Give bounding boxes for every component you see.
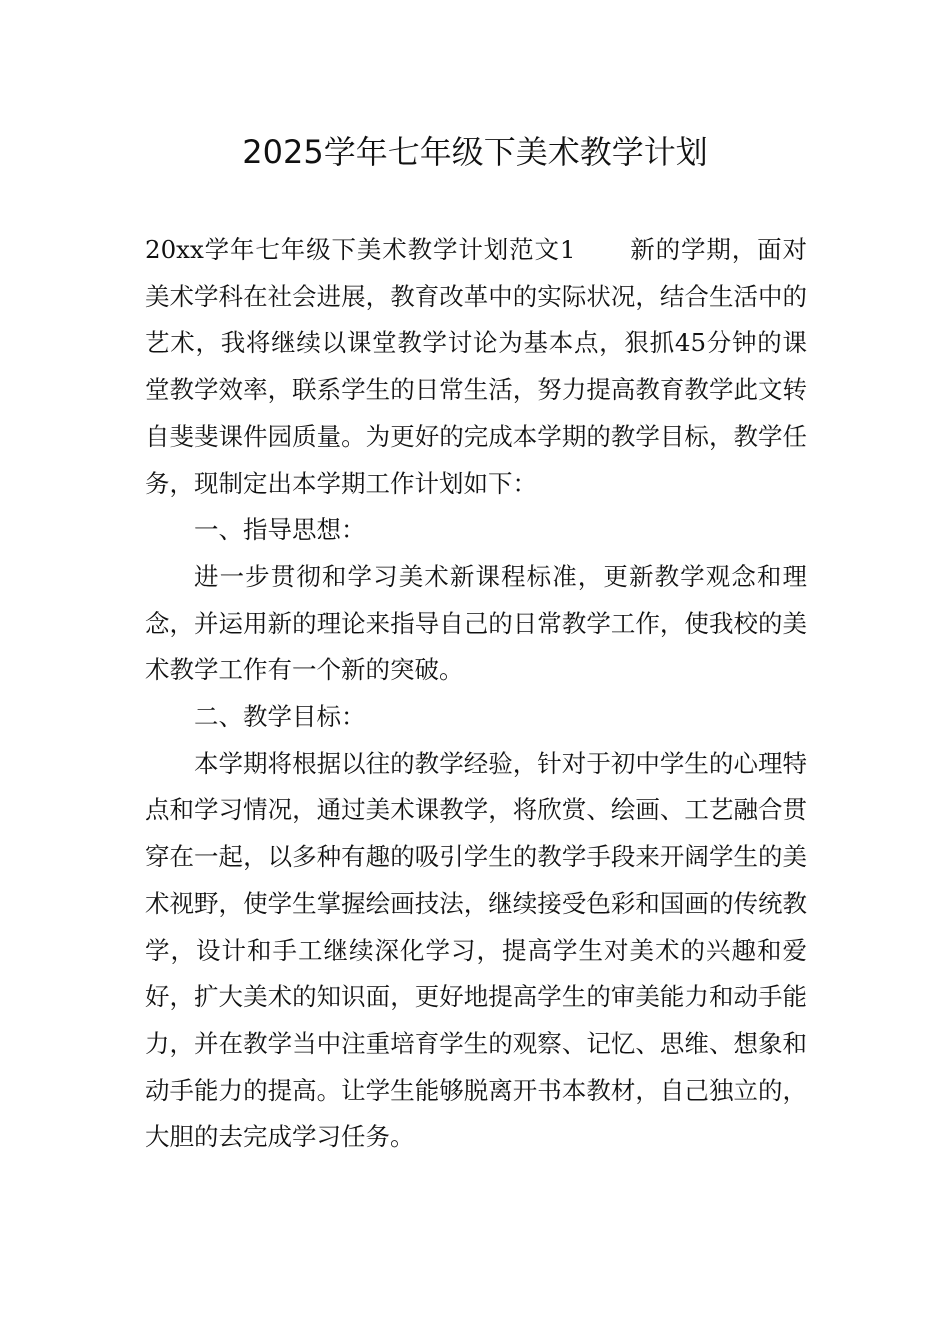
- section2-heading: 二、教学目标：: [194, 702, 366, 732]
- section2-paragraph: 本学期将根据以往的教学经验，针对于初中学生的心理特点和学习情况，通过美术课教学，将欣赏、绘画、工艺融合贯穿在一起，以多种有趣的吸引学生的教学手段来开阔学生的美术视野，使学生掌握绘画技法，继续接受色彩和国画的传统教学，设计和手工继续深化学习，提高学生对美术的兴趣和爱好，扩大美术的知识面，更好地提高学生的审美能力和动手能力，并在教学当中注重培育学生的观察、记忆、思维、想象和动手能力的提高。让学生能够脱离开书本教材，自己独立的，大胆的去完成学习任务。: [145, 748, 807, 1152]
- section1-heading: 一、指导思想：: [194, 515, 366, 545]
- intro-body: 新的学期，面对美术学科在社会进展，教育改革中的实际状况，结合生活中的艺术，我将继续以课堂教学讨论为基本点，狠抓45分钟的课堂教学效率，联系学生的日常生活，努力提高教育教学此文转自斐斐课件园质量。为更好的完成本学期的教学目标，教学任务，现制定出本学期工作计划如下：: [145, 235, 807, 498]
- section1-paragraph: 进一步贯彻和学习美术新课程标准，更新教学观念和理念，并运用新的理论来指导自己的日常教学工作，使我校的美术教学工作有一个新的突破。: [145, 561, 807, 685]
- document-title: 2025学年七年级下美术教学计划: [242, 133, 708, 171]
- intro-paragraph: [145, 227, 807, 507]
- intro-lead: 20xx学年七年级下美术教学计划范文1: [145, 235, 576, 264]
- document-body: [145, 227, 807, 1161]
